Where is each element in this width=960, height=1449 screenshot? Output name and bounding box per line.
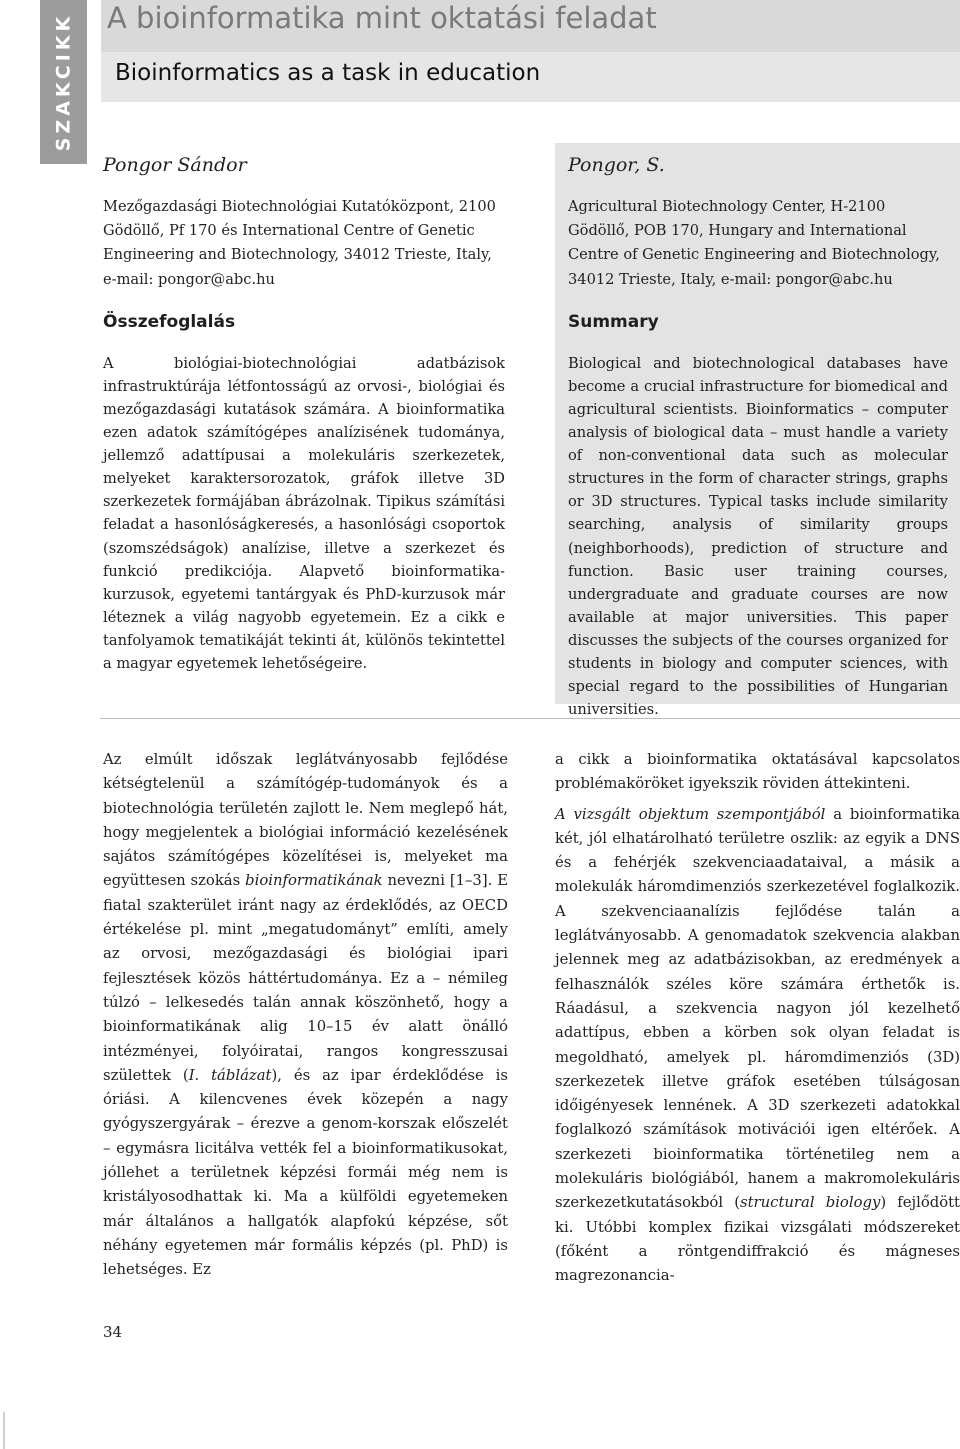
summary-text: Biological and biotechnological databases have become a crucial infrastructure for biomedical and agricultural scientists. Bioinformatics – computer analysis of biological data – must handle a variety of non-conventional data such as molecular structures in the form of character strings, graphs or 3D structures. Typical tasks include similarity searching, analysis of similarity groups (neighborhoods), prediction of structure and function. Basic user training courses, undergraduate and graduate courses are now available at major universities. This paper discusses the subjects of the courses organized for students in biology and computer sciences, with special regard to the possibilities of Hungarian universities. — [568, 354, 948, 719]
section-tab-label: SZAKCIKK — [52, 12, 75, 152]
page-number: 34 — [103, 1323, 123, 1341]
body-text: ), és az ipar érdeklődése is óriási. A kilencvenes évek közepén a nagy gyógyszergyárak – érezve a genom-korszak előszelét – egymásra licitálva vették fel a bioinformatikusokat, jóllehet a területnek képzési formái még nem is kristályosodhattak ki. Ma a külföldi egyetemeken már általános a hallgatók alapfokú képzése, sőt néhány egyetemen már formális képzés (pl. PhD) is lehetséges. Ez — [103, 1066, 508, 1279]
abstract-heading-hu: Összefoglalás — [103, 311, 236, 332]
body-paragraph: a cikk a bioinformatika oktatásával kapcsolatos problémaköröket igyekszik röviden áttekinteni. — [555, 751, 960, 793]
body-paragraph — [103, 748, 508, 1283]
affiliation-en: Agricultural Biotechnology Center, H-2100 Gödöllő, POB 170, Hungary and International Centre of Genetic Engineering and Biotechnology, 34012 Trieste, Italy, e-mail: pongor@abc.hu — [568, 198, 940, 288]
section-divider — [100, 718, 960, 719]
section-tab — [40, 0, 87, 164]
body-text: Az elmúlt időszak leglátványosabb fejlődése kétségtelenül a számítógép-tudományok és a biotechnológia területén zajlott le. Nem meglepő hát, hogy megjelentek a biológiai információ kezelésének sajátos számítógépes közelítései is, melyeket ma együttesen szokás — [103, 751, 508, 890]
body-emphasis: structural biology — [740, 1194, 881, 1212]
author-name-hu: Pongor Sándor — [103, 154, 247, 176]
body-text: ) fejlődött ki. Utóbbi komplex fizikai vizsgálati módszereket (főként a röntgendiffrakció és mágneses magrezonancia- — [555, 1194, 960, 1285]
table-reference: I. táblázat — [188, 1066, 272, 1084]
affiliation-hu: Mezőgazdasági Biotechnológiai Kutatóközpont, 2100 Gödöllő, Pf 170 és International Centre of Genetic Engineering and Biotechnology, 34012 Trieste, Italy, e-mail: pongor@abc.hu — [103, 198, 496, 288]
page-edge-mark — [3, 1412, 5, 1449]
author-name-en: Pongor, S. — [568, 154, 665, 176]
body-paragraph — [555, 803, 960, 1289]
body-column-left — [103, 748, 508, 1283]
body-column-right — [555, 748, 960, 1289]
body-text: a bioinformatika két, jól elhatárolható területre oszlik: az egyik a DNS és a fehérjék szekvenciaadataival, a másik a molekulák háromdimenziós szerkezetével foglalkozik. A szekvenciaanalízis fejlődése talán a leglátványosabb. A genomadatok szekvencia alakban jelennek meg az adatbázisokban, az eredmények a felhasználók széles köre számára érthetők is. Ráadásul, a szekvencia nagyon jól kezelhető adattípus, ebben a körben sok olyan feladat is megoldható, amelyek pl. háromdimenziós (3D) szerkezetek illetve gráfok esetében túlságosan időigényesek lennének. A 3D szerkezeti adatokkal foglalkozó számítások motivációi igen eltérőek. A szerkezeti bioinformatika történetileg nem a molekuláris biológiából, hanem a makromolekuláris szerkezetkutatásokból ( — [555, 805, 960, 1212]
english-summary-column — [568, 150, 948, 721]
title-english: Bioinformatics as a task in education — [115, 60, 541, 86]
body-text: nevezni [1–3]. E fiatal szakterület iránt nagy az érdeklődés, az OECD értékelése pl. mint „megatudományt” említi, amely az orvosi, mezőgazdasági és biológiai ipari fejlesztések közös háttértudománya. Ez a – némileg túlzó – lelkesedés talán annak köszönhető, hogy a bioinformatikának alig 10–15 év alatt önálló intézményei, folyóiratai, rangos kongresszusai születtek ( — [103, 872, 508, 1084]
title-hungarian: A bioinformatika mint oktatási feladat — [107, 1, 657, 35]
body-emphasis: bioinformatikának — [245, 872, 383, 890]
hungarian-abstract-column — [103, 150, 505, 675]
summary-heading: Summary — [568, 311, 659, 332]
abstract-text-hu: A biológiai-biotechnológiai adatbázisok infrastruktúrája létfontosságú az orvosi-, biológiai és mezőgazdasági kutatások számára. A bioinformatika ezen adatok számítógépes analízisének tudománya, jellemző adattípusai a molekuláris szerkezetek, melyeket karaktersorozatok, gráfok illetve 3D szerkezetek formájában ábrázolnak. Tipikus számítási feladat a hasonlóságkeresés, a hasonlósági csoportok (szomszédságok) analízise, illetve a szerkezet és funkció predikciója. Alapvető bioinformatika-kurzusok, egyetemi tantárgyak és PhD-kurzusok már léteznek a világ nagyobb egyetemein. Ez a cikk e tanfolyamok tematikáját tekinti át, különös tekintettel a magyar egyetemek lehetőségeire. — [103, 354, 505, 673]
body-emphasis: A vizsgált objektum szempontjából — [555, 805, 826, 823]
